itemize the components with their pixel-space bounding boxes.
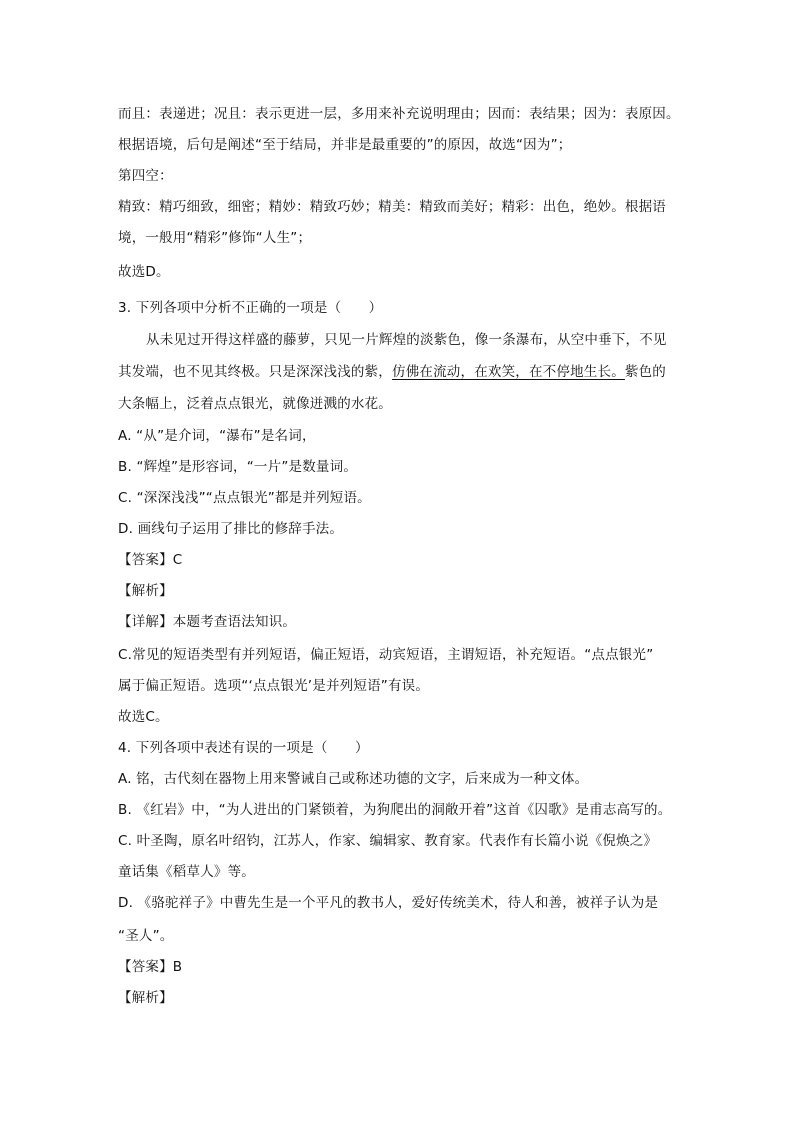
option-c-continued: 童话集《稻草人》等。: [118, 864, 255, 880]
option-b: B. 《红岩》中，“为人进出的门紧锁着，为狗爬出的洞敞开着”这首《囚歌》是甫志高写的。: [118, 802, 672, 818]
question-4-title: 4. 下列各项中表述有误的一项是（ ）: [118, 740, 369, 756]
analysis-label: 【解析】: [118, 990, 173, 1006]
answer-label: 【答案】B: [118, 959, 183, 975]
analysis-label: 【解析】: [118, 583, 173, 599]
underlined-sentence: 仿佛在流动，在欢笑，在不停地生长。: [392, 364, 625, 380]
answer-label: 【答案】C: [118, 552, 183, 568]
option-c: C. “深深浅浅”“点点银光”都是并列短语。: [118, 490, 371, 506]
text-line: 境，一般用“精彩”修饰“人生”；: [118, 230, 312, 246]
text-line: 第四空：: [118, 168, 173, 184]
passage-text: 紫色的: [624, 364, 667, 380]
text-line: 故选D。: [118, 264, 170, 280]
passage-line: 从未见过开得这样盛的藤萝，只见一片辉煌的淡紫色，像一条瀑布，从空中垂下，不见: [146, 332, 667, 348]
passage-line: [118, 362, 678, 382]
question-3-title: 3. 下列各项中分析不正确的一项是（ ）: [118, 300, 383, 316]
detail-line: 属于偏正短语。选项“‘点点银光’是并列短语”有误。: [118, 678, 430, 694]
text-line: 而且：表递进；况且：表示更进一层，多用来补充说明理由；因而：表结果；因为：表原因。: [118, 106, 680, 122]
passage-line: 大条幅上，泛着点点银光，就像迸溅的水花。: [118, 396, 392, 412]
option-c: C. 叶圣陶，原名叶绍钧，江苏人，作家、编辑家、教育家。代表作有长篇小说《倪焕之》: [118, 833, 658, 849]
option-d-continued: “圣人”。: [118, 928, 174, 944]
detail-line: C.常见的短语类型有并列短语，偏正短语，动宾短语，主谓短语，补充短语。“点点银光”: [118, 647, 654, 663]
option-a: A. 铭，古代刻在器物上用来警诫自己或称述功德的文字，后来成为一种文体。: [118, 771, 589, 787]
detail-line: 【详解】本题考查语法知识。: [118, 614, 297, 630]
text-line: 根据语境，后句是阐述“至于结局，并非是最重要的”的原因，故选“因为”；: [118, 137, 572, 153]
option-b: B. “辉煌”是形容词，“一片”是数量词。: [118, 459, 358, 475]
option-d: D. 《骆驼祥子》中曹先生是一个平凡的教书人，爱好传统美术，待人和善，被祥子认为是: [118, 895, 659, 911]
option-d: D. 画线句子运用了排比的修辞手法。: [118, 521, 344, 537]
text-line: 精致：精巧细致，细密；精妙：精致巧妙；精美：精致而美好；精彩：出色，绝妙。根据语: [118, 199, 666, 215]
passage-text: 其发端，也不见其终极。只是深深浅浅的紫，: [118, 364, 392, 380]
detail-line: 故选C。: [118, 709, 169, 725]
option-a: A. “从”是介词，“瀑布”是名词，: [118, 428, 316, 444]
